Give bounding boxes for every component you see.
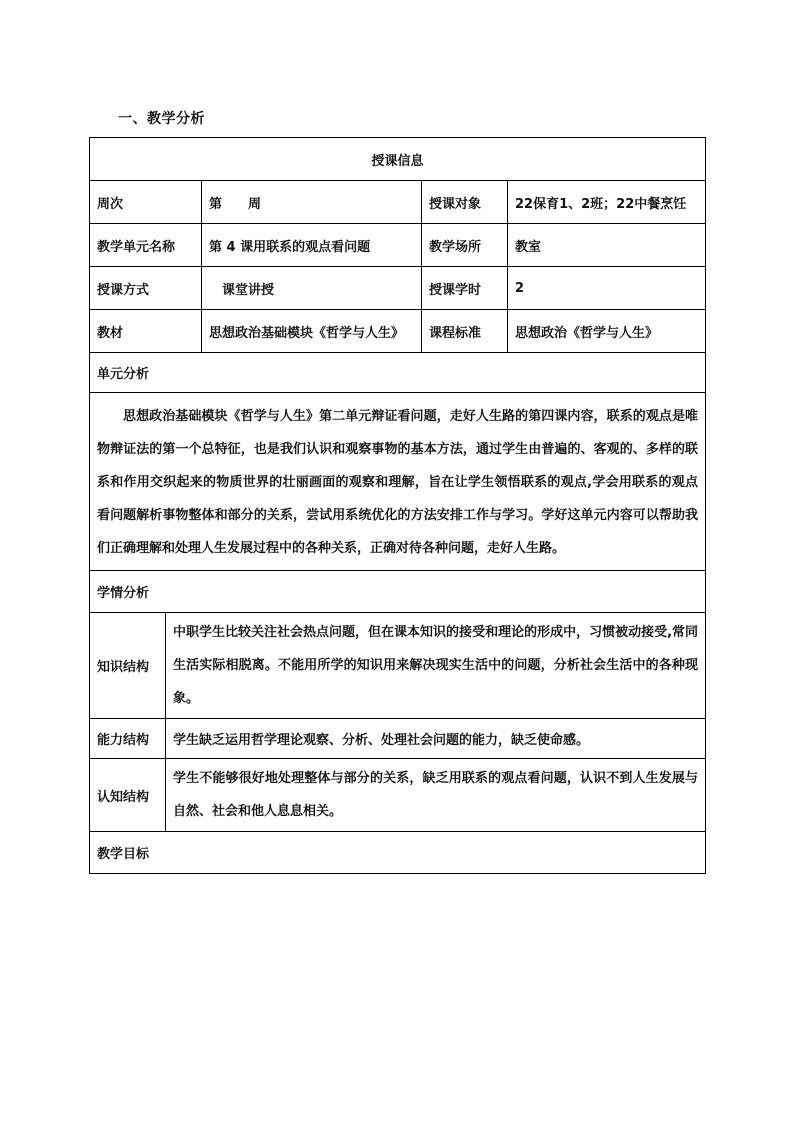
knowledge-label: 知识结构 [90,613,166,719]
standard-value: 思想政治《哲学与人生》 [508,310,706,353]
place-value: 教室 [508,224,706,267]
teaching-analysis-table [89,137,706,874]
target-label: 授课对象 [422,181,508,224]
info-title: 授课信息 [90,138,706,181]
week-value: 第 周 [202,181,422,224]
ability-text: 学生缺乏运用哲学理论观察、分析、处理社会问题的能力，缺乏使命感。 [166,719,706,759]
learner-analysis-title: 学情分析 [90,571,706,613]
method-label: 授课方式 [90,267,202,310]
cognition-label: 认知结构 [90,759,166,832]
method-value: 课堂讲授 [202,267,422,310]
unit-value: 第 4 课用联系的观点看问题 [202,224,422,267]
place-label: 教学场所 [422,224,508,267]
hours-label: 授课学时 [422,267,508,310]
unit-analysis-title: 单元分析 [90,353,706,393]
book-label: 教材 [90,310,202,353]
unit-label: 教学单元名称 [90,224,202,267]
standard-label: 课程标准 [422,310,508,353]
target-value: 22保育1、2班；22中餐烹饪 [508,181,706,224]
knowledge-text: 中职学生比较关注社会热点问题，但在课本知识的接受和理论的形成中，习惯被动接受,常同生活实际相脱离。不能用所学的知识用来解决现实生活中的问题，分析社会生活中的各种现象。 [166,613,706,719]
hours-value: 2 [508,267,706,310]
week-label: 周次 [90,181,202,224]
cognition-text: 学生不能够很好地处理整体与部分的关系，缺乏用联系的观点看问题，认识不到人生发展与自然、社会和他人息息相关。 [166,759,706,832]
ability-label: 能力结构 [90,719,166,759]
book-value: 思想政治基础模块《哲学与人生》 [202,310,422,353]
unit-analysis-text: 思想政治基础模块《哲学与人生》第二单元辩证看问题，走好人生路的第四课内容，联系的观点是唯物辩证法的第一个总特征，也是我们认识和观察事物的基本方法，通过学生由普遍的、客观的、多样的联系和作用交织起来的物质世界的壮丽画面的观察和理解，旨在让学生领悟联系的观点,学会用联系的观点看问题解析事物整体和部分的关系，尝试用系统优化的方法安排工作与学习。学好这单元内容可以帮助我们正确理解和处理人生发展过程中的各种关系，正确对待各种问题，走好人生路。 [90,393,706,571]
goals-title: 教学目标 [90,832,706,874]
section-heading: 一、教学分析 [118,111,205,127]
